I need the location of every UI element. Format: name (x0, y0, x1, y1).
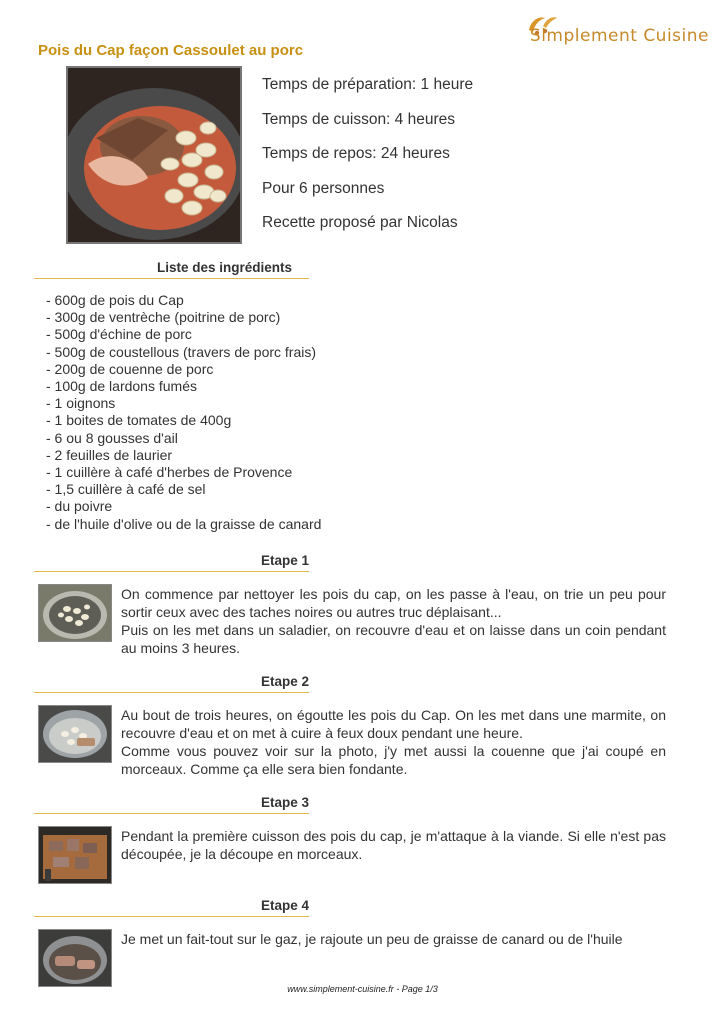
step-3-heading: Etape 3 (34, 795, 309, 814)
ingredient-item: - 500g d'échine de porc (46, 326, 192, 343)
ingredient-item: - 1 cuillère à café d'herbes de Provence (46, 464, 293, 481)
step-1-text (121, 585, 666, 657)
recipe-title: Pois du Cap façon Cassoulet au porc (38, 42, 304, 59)
step-paragraph: Au bout de trois heures, on égoutte les pois du Cap. On les met dans une marmite, on recouvre d'eau et on met à cuire à feux doux pendant une heure. (121, 707, 666, 741)
prep-time: Temps de préparation: 1 heure (262, 76, 474, 93)
brand-name: Simplement Cuisine (529, 26, 709, 46)
step-paragraph: Je met un fait-tout sur le gaz, je rajoute un peu de graisse de canard ou de l'huile (121, 931, 623, 947)
step-3-photo (38, 826, 112, 884)
ingredient-item: - 100g de lardons fumés (46, 378, 197, 395)
cook-time: Temps de cuisson: 4 heures (262, 110, 455, 128)
step-paragraph: Puis on les met dans un saladier, on recouvre d'eau et on laisse dans un coin pendant au moins 3 heures. (121, 622, 666, 656)
rest-time: Temps de repos: 24 heures (262, 145, 450, 162)
brand-logo (519, 8, 709, 48)
step-2-text (121, 706, 666, 778)
ingredient-item: - 1,5 cuillère à café de sel (46, 481, 206, 498)
step-paragraph: Pendant la première cuisson des pois du cap, je m'attaque à la viande. Si elle n'est pas découpée, je la découpe en morceaux. (121, 828, 666, 862)
ingredients-list (46, 292, 321, 533)
ingredient-item: - 2 feuilles de laurier (46, 446, 173, 463)
ingredient-item: - 1 boites de tomates de 400g (46, 412, 232, 429)
recipe-info (262, 74, 473, 247)
ingredient-item: - 300g de ventrèche (poitrine de porc) (46, 309, 281, 326)
step-3-text (121, 827, 666, 863)
ingredient-item: - 1 oignons (46, 395, 116, 412)
page-footer: www.simplement-cuisine.fr - Page 1/3 (287, 984, 438, 994)
step-paragraph: On commence par nettoyer les pois du cap, on les passe à l'eau, on trie un peu pour sortir ceux avec des taches noires ou autres truc déplaisant... (121, 586, 666, 620)
ingredient-item: - du poivre (46, 498, 113, 515)
step-4-heading: Etape 4 (34, 898, 309, 917)
ingredient-item: - 6 ou 8 gousses d'ail (46, 429, 178, 446)
ingredients-heading: Liste des ingrédients (34, 260, 309, 279)
ingredient-item: - de l'huile d'olive ou de la graisse de canard (46, 515, 322, 532)
ingredient-item: - 200g de couenne de porc (46, 360, 214, 377)
ingredient-item: - 500g de coustellous (travers de porc frais) (46, 343, 317, 360)
recipe-photo (66, 66, 242, 244)
author: Recette proposé par Nicolas (262, 214, 458, 231)
ingredient-item: - 600g de pois du Cap (46, 292, 184, 308)
step-2-heading: Etape 2 (34, 674, 309, 693)
step-2-photo (38, 705, 112, 763)
step-paragraph: Comme vous pouvez voir sur la photo, j'y met aussi la couenne que j'ai coupé en morceaux. Comme ça elle sera bien fondante. (121, 743, 666, 777)
step-4-photo (38, 929, 112, 987)
step-1-photo (38, 584, 112, 642)
step-4-text (121, 930, 666, 948)
servings: Pour 6 personnes (262, 179, 385, 197)
step-1-heading: Etape 1 (34, 553, 309, 572)
